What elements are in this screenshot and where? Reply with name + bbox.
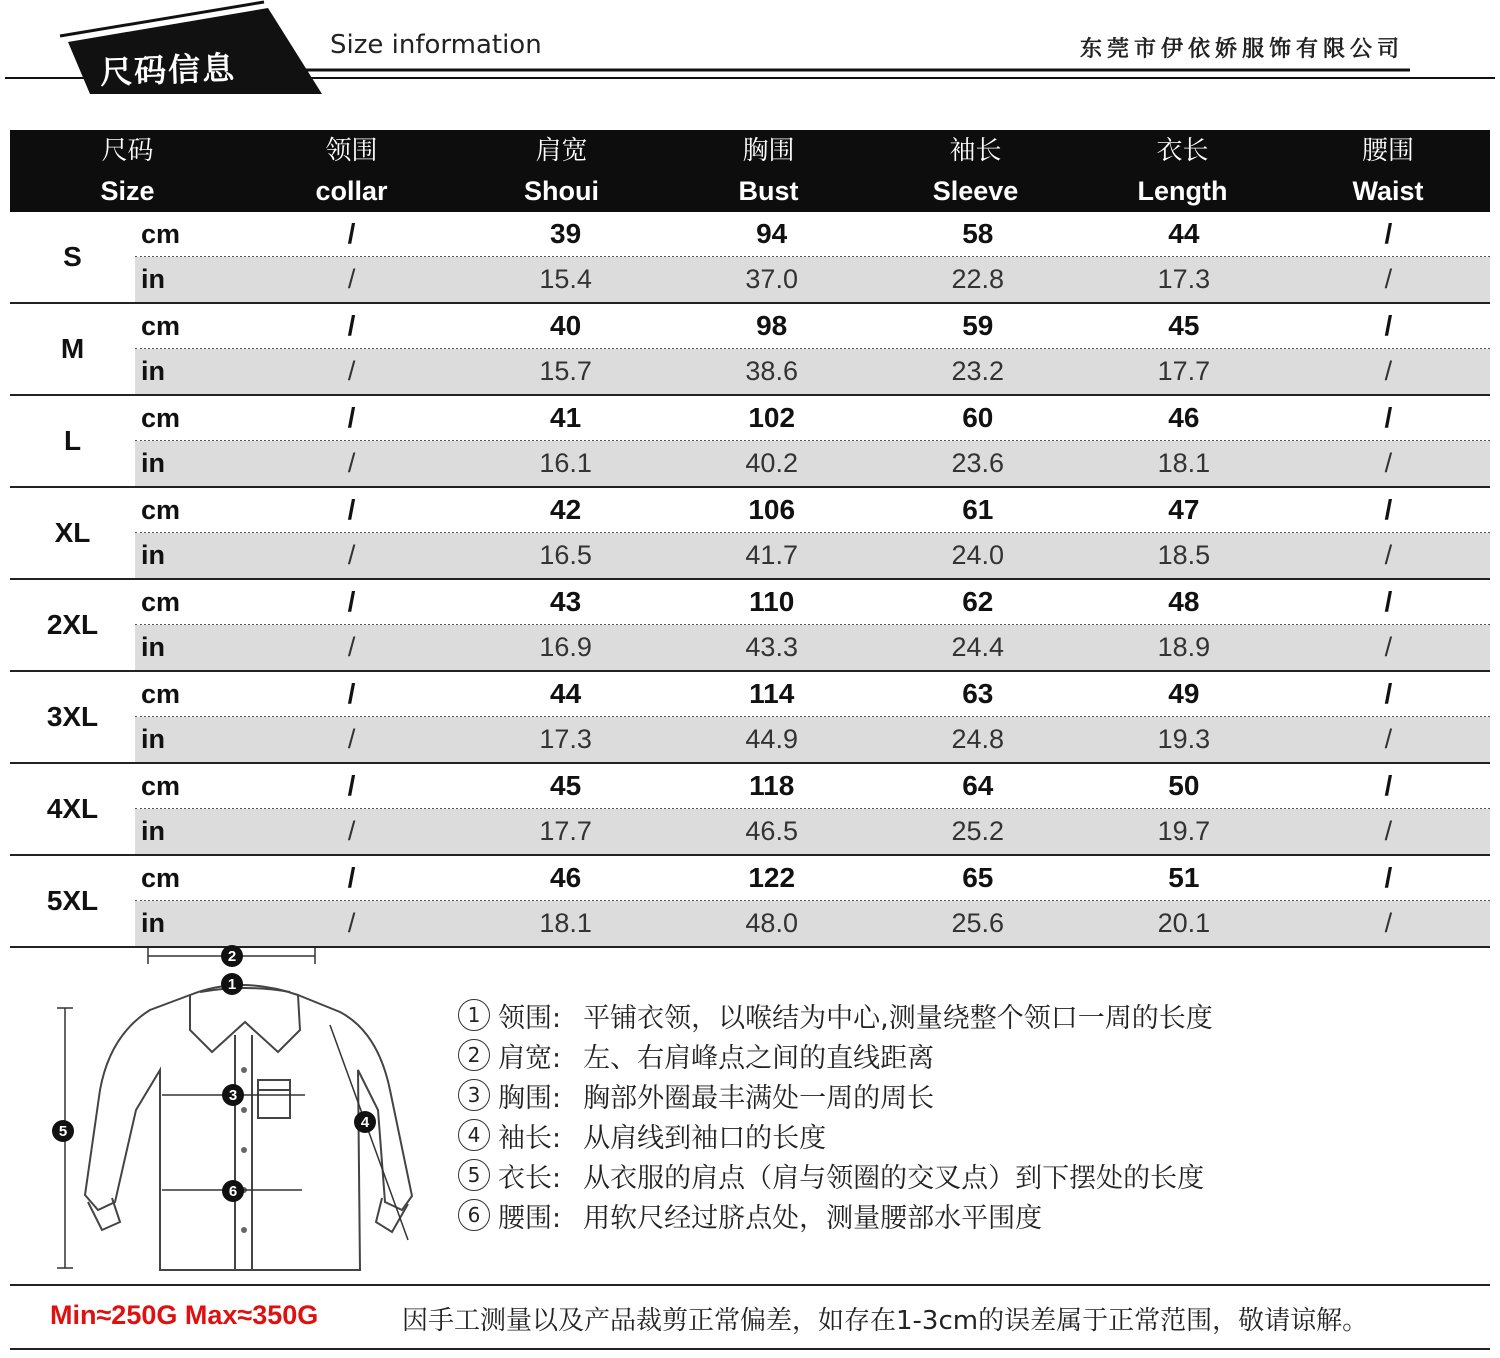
cell-collar: /: [347, 816, 356, 846]
unit-label: cm: [141, 862, 181, 893]
note-number: 4: [458, 1119, 490, 1151]
size-group-4xl: [10, 764, 1490, 856]
cell-length: 44: [1168, 218, 1200, 249]
cell-shoulder: 16.5: [539, 540, 592, 570]
size-label: S: [63, 241, 82, 272]
unit-label: in: [141, 908, 165, 938]
cell-shoulder: 43: [550, 586, 582, 617]
note-number: 2: [458, 1039, 490, 1071]
table-body: [10, 212, 1490, 948]
cell-waist: /: [1384, 678, 1393, 709]
cell-bust: 44.9: [745, 724, 798, 754]
note-text: 平铺衣领，以喉结为中心,测量绕整个领口一周的长度: [583, 1002, 1213, 1034]
note-label: 袖长:: [498, 1122, 562, 1154]
unit-label: in: [141, 356, 165, 386]
cell-shoulder: 18.1: [539, 908, 592, 938]
cell-bust: 122: [748, 862, 796, 893]
table-row-cm: [135, 764, 1490, 810]
cell-sleeve: 25.6: [951, 908, 1005, 938]
table-row-cm: [135, 396, 1490, 442]
size-label: 2XL: [46, 609, 99, 640]
size-group-l: [10, 396, 1490, 488]
note-number: 3: [458, 1079, 490, 1111]
note-label: 领围:: [498, 1002, 562, 1034]
column-header-shoulder: 肩宽 Shoui: [524, 136, 599, 206]
cell-collar: /: [347, 218, 356, 249]
cell-sleeve: 58: [962, 218, 994, 249]
cell-bust: 38.6: [745, 356, 798, 386]
cell-shoulder: 41: [550, 402, 582, 433]
cell-waist: /: [1384, 770, 1393, 801]
cell-bust: 118: [749, 770, 795, 801]
unit-label: cm: [141, 310, 181, 341]
cell-sleeve: 23.2: [951, 356, 1005, 386]
header: [0, 0, 1500, 110]
cell-length: 47: [1168, 494, 1200, 525]
cell-length: 50: [1168, 770, 1200, 801]
note-number: 6: [458, 1199, 490, 1231]
note-text: 用软尺经过脐点处，测量腰部水平围度: [583, 1202, 1043, 1234]
table-row-in: [135, 625, 1490, 670]
cell-length: 46: [1168, 402, 1200, 433]
size-label: 3XL: [46, 701, 99, 732]
cell-shoulder: 39: [550, 218, 582, 249]
cell-bust: 46.5: [745, 816, 798, 846]
cell-shoulder: 16.9: [539, 632, 592, 662]
cell-sleeve: 25.2: [951, 816, 1005, 846]
cell-sleeve: 23.6: [951, 448, 1005, 478]
size-label: 4XL: [46, 793, 99, 824]
cell-waist: /: [1384, 494, 1393, 525]
marker-4: 4: [354, 1111, 376, 1133]
cell-shoulder: 17.7: [539, 816, 592, 846]
cell-bust: 102: [748, 402, 796, 433]
marker-3: 3: [222, 1084, 244, 1106]
table-row-cm: [135, 672, 1490, 718]
cell-bust: 110: [749, 586, 795, 617]
cell-waist: /: [1384, 632, 1393, 662]
cell-length: 19.3: [1157, 724, 1211, 754]
size-group-s: [10, 212, 1490, 304]
cell-bust: 106: [748, 494, 796, 525]
cell-bust: 114: [749, 678, 795, 709]
cell-shoulder: 44: [550, 678, 582, 709]
note-label: 衣长:: [498, 1162, 562, 1194]
cell-length: 51: [1168, 862, 1200, 893]
marker-5: 5: [52, 1120, 74, 1142]
cell-sleeve: 22.8: [951, 264, 1005, 294]
cell-waist: /: [1384, 218, 1393, 249]
marker-6: 6: [222, 1180, 244, 1202]
unit-label: in: [141, 816, 165, 846]
footer-divider-top: [10, 1284, 1490, 1286]
cell-waist: /: [1384, 862, 1393, 893]
cell-sleeve: 63: [962, 678, 994, 709]
unit-label: cm: [141, 218, 181, 249]
cell-bust: 98: [756, 310, 788, 341]
unit-label: cm: [141, 770, 181, 801]
table-row-in: [135, 349, 1490, 394]
cell-shoulder: 15.4: [539, 264, 592, 294]
table-row-in: [135, 809, 1490, 854]
cell-sleeve: 61: [962, 494, 994, 525]
cell-length: 18.5: [1157, 540, 1211, 570]
cell-waist: /: [1384, 908, 1393, 938]
shirt-diagram: [40, 940, 440, 1285]
cell-shoulder: 45: [550, 770, 582, 801]
measurement-disclaimer: 因手工测量以及产品裁剪正常偏差，如存在1-3cm的误差属于正常范围，敬请谅解。: [402, 1306, 1369, 1336]
cell-collar: /: [347, 494, 356, 525]
unit-label: cm: [141, 678, 181, 709]
size-group-xl: [10, 488, 1490, 580]
cell-length: 17.7: [1157, 356, 1211, 386]
marker-1: 1: [221, 973, 243, 995]
unit-label: cm: [141, 586, 181, 617]
cell-length: 18.9: [1157, 632, 1211, 662]
cell-sleeve: 24.0: [951, 540, 1005, 570]
cell-waist: /: [1384, 724, 1393, 754]
header-title: 尺码信息: [99, 48, 237, 92]
column-header-bust: 胸围 Bust: [738, 136, 799, 206]
cell-shoulder: 15.7: [539, 356, 592, 386]
size-label: XL: [54, 517, 91, 548]
cell-bust: 40.2: [745, 448, 798, 478]
cell-collar: /: [347, 356, 356, 386]
cell-bust: 43.3: [745, 632, 798, 662]
cell-collar: /: [347, 678, 356, 709]
cell-collar: /: [347, 586, 356, 617]
note-text: 左、右肩峰点之间的直线距离: [583, 1042, 935, 1074]
column-header-length: 衣长 Length: [1137, 136, 1228, 206]
note-number: 5: [458, 1159, 490, 1191]
measurement-notes: [458, 995, 1213, 1235]
table-header: [10, 130, 1490, 212]
note-item: [458, 1195, 1213, 1235]
column-header-sleeve: 袖长 Sleeve: [932, 136, 1019, 206]
note-item: [458, 1035, 1213, 1075]
cell-collar: /: [347, 908, 356, 938]
cell-waist: /: [1384, 264, 1393, 294]
cell-collar: /: [347, 310, 356, 341]
cell-waist: /: [1384, 540, 1393, 570]
cell-length: 20.1: [1157, 908, 1211, 938]
cell-bust: 37.0: [745, 264, 798, 294]
table-row-cm: [135, 488, 1490, 534]
cell-waist: /: [1384, 310, 1393, 341]
cell-waist: /: [1384, 586, 1393, 617]
shirt-icon: [40, 940, 440, 1285]
cell-shoulder: 42: [550, 494, 582, 525]
size-label: M: [60, 333, 85, 364]
cell-sleeve: 60: [962, 402, 994, 433]
cell-sleeve: 24.8: [951, 724, 1005, 754]
footer-divider-bottom: [10, 1348, 1490, 1350]
table-row-cm: [135, 304, 1490, 350]
note-item: [458, 1115, 1213, 1155]
cell-shoulder: 17.3: [539, 724, 592, 754]
table-row-cm: [135, 580, 1490, 626]
size-label: L: [63, 425, 82, 456]
note-label: 肩宽:: [498, 1042, 562, 1074]
unit-label: cm: [141, 494, 181, 525]
cell-shoulder: 16.1: [539, 448, 592, 478]
cell-collar: /: [347, 540, 356, 570]
table-row-in: [135, 257, 1490, 302]
cell-waist: /: [1384, 402, 1393, 433]
unit-label: in: [141, 448, 165, 478]
weight-range: Min≈250G Max≈350G: [50, 1300, 319, 1330]
note-item: [458, 1155, 1213, 1195]
size-label: 5XL: [46, 885, 99, 916]
cell-sleeve: 59: [962, 310, 994, 341]
header-subtitle: Size information: [330, 30, 542, 60]
cell-sleeve: 64: [962, 770, 994, 801]
table-row-cm: [135, 856, 1490, 902]
table-row-in: [135, 717, 1490, 762]
size-group-2xl: [10, 580, 1490, 672]
company-name: 东莞市伊依娇服饰有限公司: [1079, 36, 1404, 62]
column-header-waist: 腰围 Waist: [1352, 136, 1424, 206]
table-row-in: [135, 533, 1490, 578]
cell-waist: /: [1384, 816, 1393, 846]
note-text: 从肩线到袖口的长度: [583, 1122, 827, 1154]
cell-length: 19.7: [1157, 816, 1211, 846]
marker-2: 2: [221, 945, 243, 967]
cell-collar: /: [347, 264, 356, 294]
cell-length: 45: [1168, 310, 1200, 341]
table-row-cm: [135, 212, 1490, 258]
unit-label: cm: [141, 402, 181, 433]
note-text: 从衣服的肩点（肩与领圈的交叉点）到下摆处的长度: [583, 1162, 1205, 1194]
note-text: 胸部外圈最丰满处一周的周长: [583, 1082, 935, 1114]
cell-waist: /: [1384, 356, 1393, 386]
note-item: [458, 995, 1213, 1035]
size-group-3xl: [10, 672, 1490, 764]
cell-length: 49: [1168, 678, 1200, 709]
unit-label: in: [141, 264, 165, 294]
note-label: 腰围:: [498, 1202, 562, 1234]
cell-length: 18.1: [1157, 448, 1211, 478]
size-group-m: [10, 304, 1490, 396]
cell-sleeve: 24.4: [951, 632, 1005, 662]
unit-label: in: [141, 724, 165, 754]
table-row-in: [135, 441, 1490, 486]
size-table: [10, 130, 1490, 948]
cell-collar: /: [347, 770, 356, 801]
cell-length: 48: [1168, 586, 1200, 617]
cell-bust: 41.7: [745, 540, 798, 570]
size-group-5xl: [10, 856, 1490, 948]
cell-bust: 48.0: [745, 908, 798, 938]
note-label: 胸围:: [498, 1082, 562, 1114]
cell-collar: /: [347, 402, 356, 433]
cell-collar: /: [347, 862, 356, 893]
cell-length: 17.3: [1157, 264, 1211, 294]
cell-bust: 94: [756, 218, 788, 249]
unit-label: in: [141, 632, 165, 662]
cell-shoulder: 40: [550, 310, 582, 341]
cell-collar: /: [347, 448, 356, 478]
cell-shoulder: 46: [550, 862, 582, 893]
cell-collar: /: [347, 724, 356, 754]
note-item: [458, 1075, 1213, 1115]
cell-waist: /: [1384, 448, 1393, 478]
column-header-size: 尺码 Size: [100, 136, 155, 206]
note-number: 1: [458, 999, 490, 1031]
cell-sleeve: 62: [962, 586, 994, 617]
column-header-collar: 领围 collar: [315, 136, 388, 206]
cell-collar: /: [347, 632, 356, 662]
unit-label: in: [141, 540, 165, 570]
cell-sleeve: 65: [962, 862, 994, 893]
